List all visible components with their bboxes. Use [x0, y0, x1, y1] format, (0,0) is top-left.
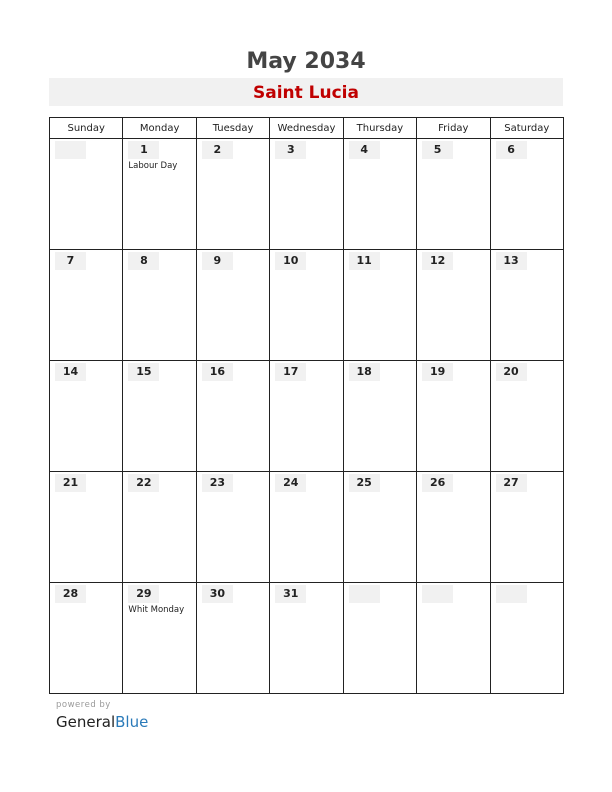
day-number: 21	[55, 474, 86, 492]
country-banner	[49, 78, 563, 106]
day-cell	[123, 472, 196, 583]
day-number: 7	[55, 252, 86, 270]
day-cell	[343, 361, 416, 472]
day-cell	[196, 472, 269, 583]
day-cell	[270, 583, 343, 694]
week-row	[50, 250, 564, 361]
day-cell	[490, 250, 563, 361]
day-cell	[270, 139, 343, 250]
day-number: 24	[275, 474, 306, 492]
weekday-saturday: Saturday	[490, 118, 563, 139]
day-number	[422, 585, 453, 603]
holiday-label: Labour Day	[128, 161, 178, 171]
day-number: 30	[202, 585, 233, 603]
day-cell	[123, 361, 196, 472]
day-number: 25	[349, 474, 380, 492]
day-cell	[270, 472, 343, 583]
day-cell	[490, 361, 563, 472]
day-cell	[270, 361, 343, 472]
day-cell	[343, 250, 416, 361]
week-row	[50, 472, 564, 583]
calendar-grid	[49, 117, 564, 694]
day-number: 16	[202, 363, 233, 381]
day-cell	[50, 361, 123, 472]
day-number: 14	[55, 363, 86, 381]
day-number: 2	[202, 141, 233, 159]
day-number: 22	[128, 474, 159, 492]
weekday-friday: Friday	[417, 118, 490, 139]
week-row	[50, 583, 564, 694]
day-cell	[50, 583, 123, 694]
day-number: 4	[349, 141, 380, 159]
weekday-monday: Monday	[123, 118, 196, 139]
page-title: May 2034	[246, 49, 366, 74]
day-cell	[196, 250, 269, 361]
day-cell	[417, 583, 490, 694]
day-number: 12	[422, 252, 453, 270]
day-cell	[196, 139, 269, 250]
weekday-wednesday: Wednesday	[270, 118, 343, 139]
weekday-header-row	[50, 118, 564, 139]
week-row	[50, 361, 564, 472]
day-cell	[490, 583, 563, 694]
day-number: 19	[422, 363, 453, 381]
day-number: 3	[275, 141, 306, 159]
week-row	[50, 139, 564, 250]
day-number: 23	[202, 474, 233, 492]
day-cell	[417, 139, 490, 250]
day-number: 27	[496, 474, 527, 492]
day-cell	[50, 139, 123, 250]
day-number: 10	[275, 252, 306, 270]
day-cell	[50, 472, 123, 583]
weekday-thursday: Thursday	[343, 118, 416, 139]
day-cell	[490, 472, 563, 583]
day-number: 29	[128, 585, 159, 603]
day-number: 13	[496, 252, 527, 270]
day-cell	[490, 139, 563, 250]
day-cell	[123, 250, 196, 361]
weekday-tuesday: Tuesday	[196, 118, 269, 139]
day-cell	[196, 583, 269, 694]
brand-part-general: General	[56, 713, 116, 731]
day-number: 11	[349, 252, 380, 270]
day-cell	[417, 250, 490, 361]
day-number: 26	[422, 474, 453, 492]
day-cell	[196, 361, 269, 472]
holiday-label: Whit Monday	[128, 605, 185, 615]
day-number: 31	[275, 585, 306, 603]
day-number: 6	[496, 141, 527, 159]
day-cell	[343, 472, 416, 583]
day-cell	[123, 139, 196, 250]
day-number: 15	[128, 363, 159, 381]
day-number: 20	[496, 363, 527, 381]
day-number: 18	[349, 363, 380, 381]
day-number: 9	[202, 252, 233, 270]
day-cell	[417, 472, 490, 583]
day-number: 8	[128, 252, 159, 270]
day-number: 1	[128, 141, 159, 159]
footer	[56, 700, 148, 732]
country-name: Saint Lucia	[252, 83, 359, 103]
day-cell	[123, 583, 196, 694]
day-number: 28	[55, 585, 86, 603]
day-number	[55, 141, 86, 159]
day-number: 17	[275, 363, 306, 381]
day-cell	[343, 139, 416, 250]
day-cell	[270, 250, 343, 361]
day-number	[496, 585, 527, 603]
powered-by-text: powered by	[56, 700, 111, 710]
day-number	[349, 585, 380, 603]
weekday-sunday: Sunday	[50, 118, 123, 139]
brand-part-blue: Blue	[115, 713, 149, 731]
day-cell	[343, 583, 416, 694]
day-cell	[417, 361, 490, 472]
day-cell	[50, 250, 123, 361]
generalblue-logo[interactable]	[56, 712, 148, 732]
day-number: 5	[422, 141, 453, 159]
